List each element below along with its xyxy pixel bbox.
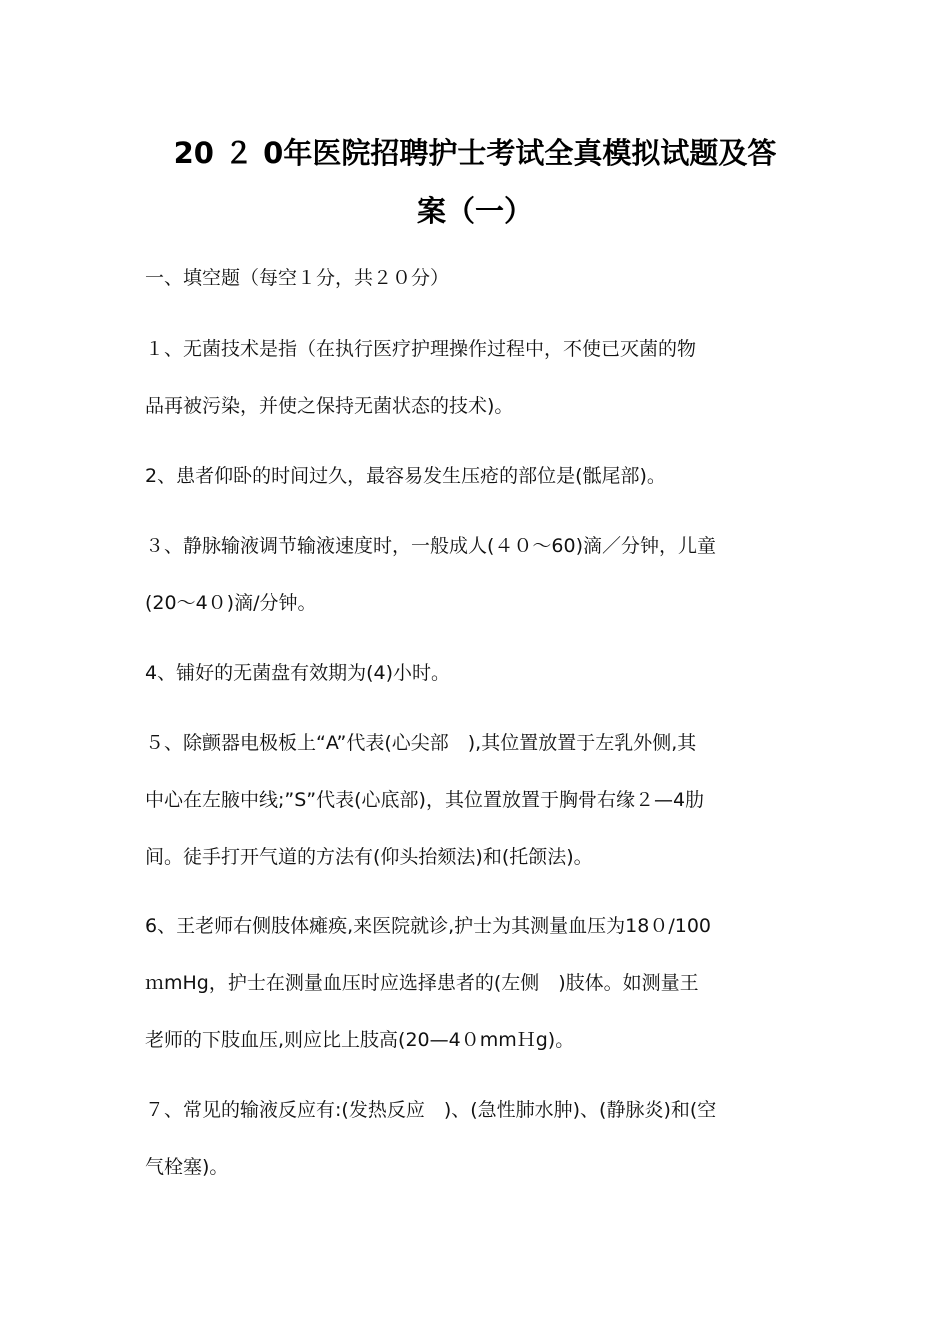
question-4-line-1: 4、铺好的无菌盘有效期为(4)小时。 (145, 662, 451, 684)
question-5-line-3: 间。徒手打开气道的方法有(仰头抬颏法)和(托颌法)。 (145, 846, 593, 868)
section-heading: 一、填空题（每空１分，共２０分） (145, 267, 450, 289)
question-1-line-1: １、无菌技术是指（在执行医疗护理操作过程中，不使已灭菌的物 (145, 338, 697, 360)
question-6-line-2: ｍmHg，护士在测量血压时应选择患者的(左侧 )肢体。如测量王 (145, 972, 699, 994)
question-3-line-1: ３、静脉输液调节输液速度时，一般成人(４０～60)滴／分钟，儿童 (145, 535, 717, 557)
question-7-line-2: 气栓塞)。 (145, 1156, 229, 1178)
question-6-line-3: 老师的下肢血压,则应比上肢高(20—4０mmＨg)。 (145, 1029, 575, 1051)
question-6-line-1: 6、王老师右侧肢体瘫痪,来医院就诊,护士为其测量血压为18０/100 (145, 915, 712, 937)
question-7-line-1: ７、常见的输液反应有:(发热反应 )、(急性肺水肿)、(静脉炎)和(空 (145, 1099, 717, 1121)
question-3-line-2: (20～4０)滴/分钟。 (145, 592, 317, 614)
question-2-line-1: 2、患者仰卧的时间过久，最容易发生压疮的部位是(骶尾部)。 (145, 465, 666, 487)
question-5-line-2: 中心在左腋中线;”S”代表(心底部)，其位置放置于胸骨右缘２—4肋 (145, 789, 705, 811)
question-1-line-2: 品再被污染，并使之保持无菌状态的技术)。 (145, 395, 514, 417)
document-title-line-1: 20 ２ 0年医院招聘护士考试全真模拟试题及答 (173, 136, 777, 170)
document-title-line-2: 案（一） (416, 194, 533, 228)
question-5-line-1: ５、除颤器电极板上“A”代表(心尖部 ),其位置放置于左乳外侧,其 (145, 732, 697, 754)
